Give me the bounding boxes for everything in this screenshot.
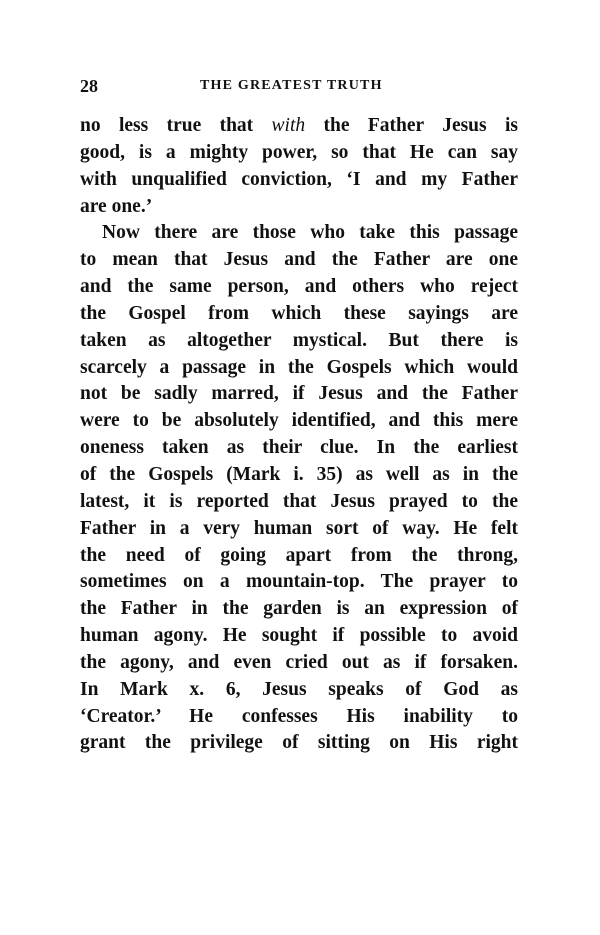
text-line: ‘Creator.’ He confesses His inability to <box>80 705 518 727</box>
text-line: were to be absolutely identified, and this mere <box>80 410 518 432</box>
text-line: good, is a mighty power, so that He can say <box>80 141 518 163</box>
text-line: human agony. He sought if possible to avoid <box>80 625 518 647</box>
text-line: scarcely a passage in the Gospels which would <box>80 356 518 378</box>
text-line: no less true that with the Father Jesus is <box>80 115 518 136</box>
text-line: the need of going apart from the throng, <box>80 544 518 566</box>
text-line: sometimes on a mountain-top. The prayer to <box>80 571 518 593</box>
page-number: 28 <box>80 76 98 96</box>
text-line: grant the privilege of sitting on His right <box>80 732 518 754</box>
text-line: the Gospel from which these sayings are <box>80 302 518 324</box>
text-line: Father in a very human sort of way. He felt <box>80 517 518 539</box>
page-body-text <box>80 113 518 757</box>
text-line: are one.’ <box>80 195 153 217</box>
text-line: of the Gospels (Mark i. 35) as well as in the <box>80 463 518 485</box>
text-line: with unqualified conviction, ‘I and my Father <box>80 168 518 190</box>
italic-word: with <box>271 115 306 136</box>
paragraph-start-line: Now there are those who take this passage <box>102 222 518 244</box>
text-line: not be sadly marred, if Jesus and the Father <box>80 383 518 405</box>
text-line: and the same person, and others who reject <box>80 276 518 298</box>
text-line: taken as altogether mystical. But there is <box>80 329 518 351</box>
text-line: oneness taken as their clue. In the earliest <box>80 437 518 459</box>
text-line: the agony, and even cried out as if forsaken. <box>80 651 518 673</box>
text-line: the Father in the garden is an expression of <box>80 598 518 620</box>
text-line: In Mark x. 6, Jesus speaks of God as <box>80 678 518 700</box>
running-header <box>80 76 518 100</box>
text-line: latest, it is reported that Jesus prayed to the <box>80 490 518 512</box>
running-title: THE GREATEST TRUTH <box>200 78 383 93</box>
text-line: to mean that Jesus and the Father are one <box>80 249 518 271</box>
